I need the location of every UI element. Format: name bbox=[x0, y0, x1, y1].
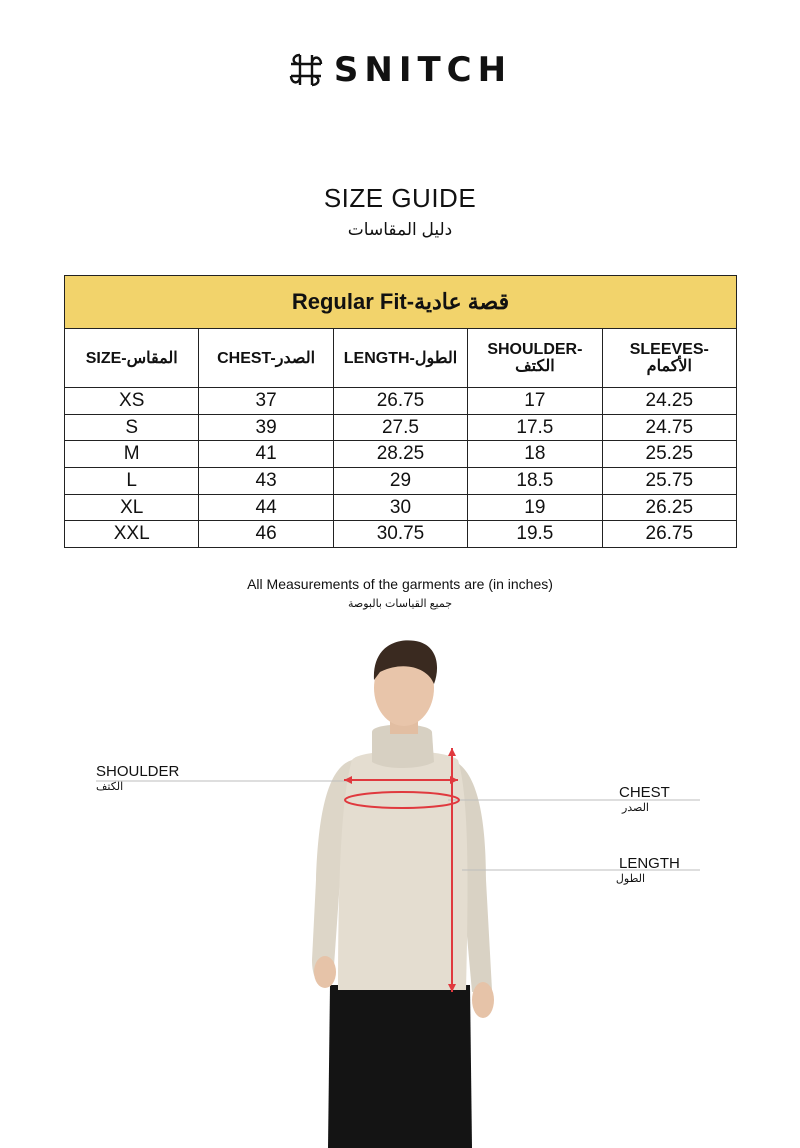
length-cell: 30.75 bbox=[333, 521, 467, 548]
size-cell: XXL bbox=[65, 521, 199, 548]
column-header-shoulder bbox=[468, 329, 602, 388]
model-measurement-illustration bbox=[0, 620, 800, 1148]
shoulder-cell: 18.5 bbox=[468, 468, 602, 495]
column-header-line: LENGTH-الطول bbox=[343, 349, 458, 367]
table-row bbox=[65, 521, 737, 548]
table-row bbox=[65, 388, 737, 415]
chest-callout bbox=[619, 784, 670, 814]
length-cell: 28.25 bbox=[333, 441, 467, 468]
sleeves-cell: 25.75 bbox=[602, 468, 736, 495]
shoulder-cell: 17.5 bbox=[468, 414, 602, 441]
column-header-sleeves bbox=[602, 329, 736, 388]
length-label-arabic: الطول bbox=[615, 873, 645, 885]
model-sweater bbox=[338, 751, 468, 990]
shoulder-cell: 19.5 bbox=[468, 521, 602, 548]
length-cell: 27.5 bbox=[333, 414, 467, 441]
column-header-line-ar: الكتف bbox=[515, 358, 555, 375]
chest-cell: 39 bbox=[199, 414, 333, 441]
chest-cell: 43 bbox=[199, 468, 333, 495]
table-row bbox=[65, 494, 737, 521]
column-header-line: SLEEVES- bbox=[629, 341, 709, 358]
sleeves-cell: 26.25 bbox=[602, 494, 736, 521]
hash-grid-logo-icon bbox=[288, 52, 324, 88]
sleeves-cell: 24.25 bbox=[602, 388, 736, 415]
page-title-arabic: دليل المقاسات bbox=[347, 220, 453, 239]
shoulder-callout bbox=[96, 763, 182, 793]
column-header-line: SHOULDER- bbox=[487, 341, 583, 358]
chest-cell: 37 bbox=[199, 388, 333, 415]
shoulder-cell: 17 bbox=[468, 388, 602, 415]
column-header-length bbox=[333, 329, 467, 388]
chest-label: CHEST bbox=[619, 784, 670, 801]
table-row bbox=[65, 468, 737, 495]
column-header-line: CHEST-الصدر bbox=[217, 349, 316, 367]
brand-name: SNITCH bbox=[333, 50, 513, 90]
measurement-note-arabic: جميع القياسات بالبوصة bbox=[347, 598, 453, 610]
column-header-chest bbox=[199, 329, 333, 388]
size-cell: S bbox=[65, 414, 199, 441]
chest-cell: 41 bbox=[199, 441, 333, 468]
sleeves-cell: 24.75 bbox=[602, 414, 736, 441]
length-cell: 26.75 bbox=[333, 388, 467, 415]
measurement-note: All Measurements of the garments are (in inches) bbox=[247, 576, 553, 592]
shoulder-label-arabic: الكتف bbox=[96, 781, 124, 793]
chest-cell: 46 bbox=[199, 521, 333, 548]
length-callout bbox=[615, 855, 680, 885]
model-trousers bbox=[328, 985, 472, 1148]
size-cell: XS bbox=[65, 388, 199, 415]
shoulder-cell: 19 bbox=[468, 494, 602, 521]
fit-header-row bbox=[65, 276, 737, 329]
column-header-line: SIZE-المقاس bbox=[85, 349, 178, 367]
chest-label-arabic: الصدر bbox=[621, 802, 649, 814]
shoulder-label: SHOULDER bbox=[96, 763, 180, 780]
length-cell: 29 bbox=[333, 468, 467, 495]
page-title: SIZE GUIDE bbox=[323, 183, 477, 213]
model-hand-left bbox=[314, 956, 336, 988]
length-arrow-top bbox=[448, 748, 456, 756]
column-header-line-ar: الأكمام bbox=[646, 358, 692, 375]
table-row bbox=[65, 441, 737, 468]
column-header-row bbox=[65, 329, 737, 388]
fit-label: Regular Fit-قصة عادية bbox=[65, 276, 737, 329]
size-cell: L bbox=[65, 468, 199, 495]
shoulder-cell: 18 bbox=[468, 441, 602, 468]
chest-cell: 44 bbox=[199, 494, 333, 521]
table-row bbox=[65, 414, 737, 441]
sleeves-cell: 26.75 bbox=[602, 521, 736, 548]
size-cell: XL bbox=[65, 494, 199, 521]
size-chart-table bbox=[64, 275, 737, 548]
size-cell: M bbox=[65, 441, 199, 468]
sleeves-cell: 25.25 bbox=[602, 441, 736, 468]
length-label: LENGTH bbox=[619, 855, 680, 872]
brand-logo bbox=[0, 50, 800, 90]
model-hand-right bbox=[472, 982, 494, 1018]
length-cell: 30 bbox=[333, 494, 467, 521]
column-header-size bbox=[65, 329, 199, 388]
